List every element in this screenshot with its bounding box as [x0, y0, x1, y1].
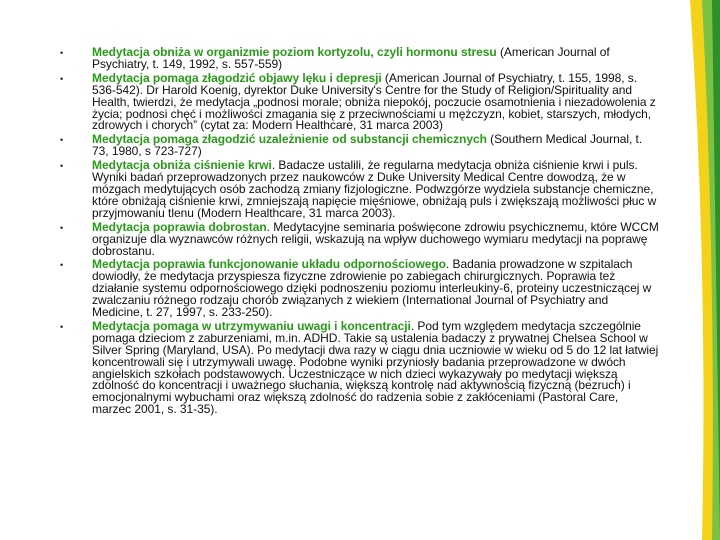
item-text [92, 259, 660, 319]
item-highlight: Medytacja poprawia dobrostan [92, 219, 267, 234]
bullet-icon: • [60, 161, 64, 172]
list-item [56, 134, 660, 158]
item-highlight: Medytacja pomaga w utrzymywaniu uwagi i koncentracji [92, 318, 411, 333]
bullet-icon: • [60, 135, 64, 146]
deco-green-arc [702, 0, 720, 540]
item-rest: . Medytacyjne seminaria poświęcone zdrowiu psychicznemu, które WCCM organizuje dla wyznawców różnych religii, wskazują na wpływ duchowego wymiaru medytacji na poprawę dobrostanu. [92, 219, 659, 258]
item-rest: . Badacze ustalili, że regularna medytacja obniża ciśnienie krwi i puls. Wyniki badań przeprowadzonych przez naukowców z Duke University Medical Centre dowodzą, że w mózgach medytujących osób zachodzą zmiany fizjologiczne. Podwzgórze wydziela substancje chemiczne, które obniżają ciśnienie krwi, zmniejszają napięcie mięśniowe, obniżają puls i zwiększają możliwości płuc w przyjmowaniu tlenu (Modern Healthcare, 31 marca 2003). [92, 158, 657, 220]
item-highlight-2: , czyli hormonu stresu [370, 45, 497, 59]
item-highlight: Medytacja obniża ciśnienie krwi [92, 158, 272, 173]
list-item [56, 70, 660, 133]
item-rest: (Southern Medical Journal, t. 73, 1980, s 723-727) [92, 132, 643, 159]
item-text [92, 160, 660, 220]
item-text [92, 134, 660, 158]
list-item [56, 47, 660, 71]
item-highlight: Medytacja pomaga złagodzić uzależnienie od substancji chemicznych [92, 132, 487, 147]
bullet-icon: • [60, 48, 64, 58]
list-item [56, 160, 660, 220]
benefits-list [56, 47, 660, 416]
item-rest: . Badania prowadzone w szpitalach dowiodły, że medytacja przyspiesza fizyczne zdrowienie po zabiegach chirurgicznych. Poprawia też działanie systemu odpornościowego dzięki podnoszeniu poziomu interleukiny-6, proteiny uczestniczącej w zwalczaniu różnego rodzaju chorób związanych z wiekiem (International Journal of Psychiatry and Medicine, t. 27, 1997, s. 233-250). [92, 257, 652, 320]
item-text [92, 318, 660, 417]
bullet-icon: • [60, 222, 64, 233]
item-text [92, 47, 660, 71]
bullet-icon: • [60, 260, 64, 271]
deco-dark-green-arc [712, 0, 720, 540]
item-highlight: Medytacja pomaga złagodzić objawy lęku i depresji [92, 70, 382, 85]
list-item [56, 219, 660, 258]
item-rest: (American Journal of Psychiatry, t. 155, 1998, s. 536-542). Dr Harold Koenig, dyrektor Duke University's Centre for the Study of Religion/Spirituality and Health, twierdzi, że medytacja „podnosi morale; obniża niepokój, poczucie osamotnienia i niezadowolenia z życia; podnosi chęć i możliwości zmagania się z przeciwnościami u mężczyzn, kobiet, starszych, młodych, zdrowych i chorych” (cytat za: Modern Healthcare, 31 marca 2003) [92, 70, 656, 133]
item-highlight: Medytacja obniża w organizmie poziom kortyzolu [92, 45, 371, 59]
bullet-icon: • [60, 73, 64, 84]
item-rest: (American Journal of Psychiatry, t. 149, 1992, s. 557-559) [92, 45, 610, 71]
item-text [92, 219, 660, 258]
item-text [92, 70, 660, 133]
item-highlight: Medytacja poprawia funkcjonowanie układu odpornościowego [92, 257, 446, 272]
list-item [56, 318, 660, 417]
list-item [56, 259, 660, 319]
bullet-icon: • [60, 321, 64, 332]
deco-yellow-arc [690, 0, 720, 540]
item-rest: . Pod tym względem medytacja szczególnie pomaga dzieciom z zaburzeniami, m.in. ADHD. Takie są ustalenia badaczy z prywatnej Chelsea School w Silver Spring (Maryland, USA). Po medytacji dwa razy w ciągu dnia uczniowie w wieku od 5 do 12 lat łatwiej koncentrowali się i utrzymywali uwagę. Podobne wyniki przyniosły badania przeprowadzone w dwóch angielskich szkołach podstawowych. Uczestniczące w nich dzieci wykazywały po medytacji większą zdolność do koncentracji i uważnego słuchania, większą kontrolę nad aktywnością fizyczną (bezruch) i emocjonalnymi wybuchami oraz większą zdolność do radzenia sobie z zakłóceniami (Pastoral Care, marzec 2001, s. 31-35). [92, 318, 659, 417]
